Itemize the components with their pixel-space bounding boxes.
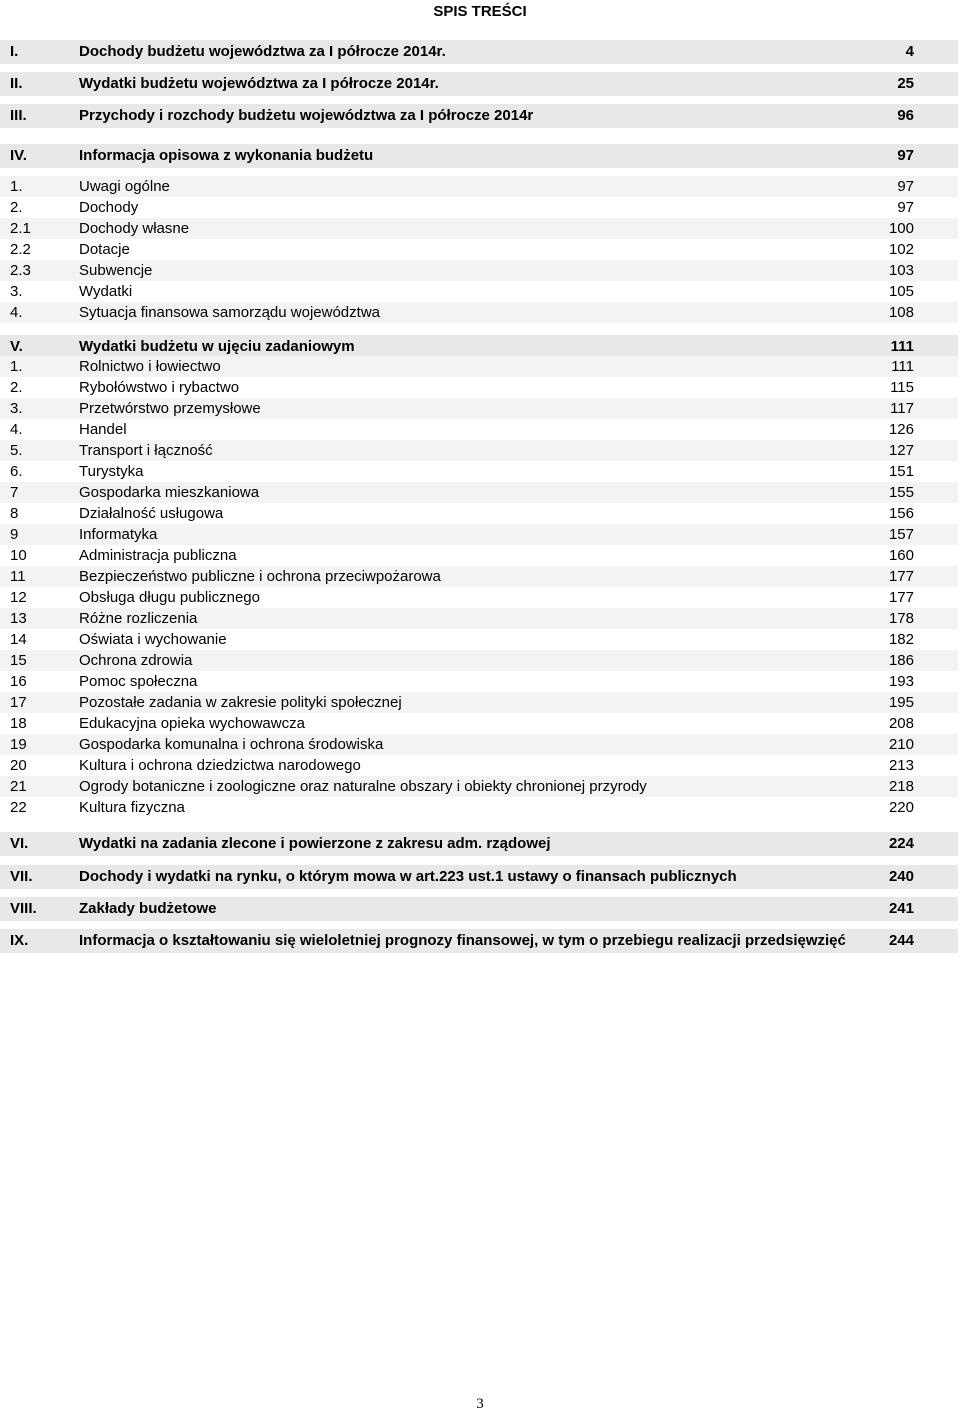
toc-section-row[interactable]: [0, 144, 958, 168]
toc-entry-page: 177: [888, 568, 914, 585]
toc-entry-label: Wydatki budżetu województwa za I półrocze 2014r.: [79, 75, 439, 92]
toc-entry-page: 210: [888, 736, 914, 753]
toc-entry-label: Administracja publiczna: [79, 547, 237, 564]
toc-item-row[interactable]: [0, 755, 958, 776]
toc-entry-number: 3.: [10, 283, 23, 300]
toc-item-row[interactable]: [0, 692, 958, 713]
toc-entry-page: 218: [888, 778, 914, 795]
toc-entry-number: 22: [10, 799, 27, 816]
toc-section-row[interactable]: [0, 929, 958, 953]
toc-entry-page: 157: [888, 526, 914, 543]
toc-entry-page: 213: [888, 757, 914, 774]
toc-entry-number: 12: [10, 589, 27, 606]
toc-entry-label: Oświata i wychowanie: [79, 631, 227, 648]
toc-entry-number: 9: [10, 526, 19, 543]
toc-entry-number: 2.2: [10, 241, 31, 258]
toc-entry-number: 2.3: [10, 262, 31, 279]
toc-entry-page: 155: [888, 484, 914, 501]
toc-entry-label: Bezpieczeństwo publiczne i ochrona przeciwpożarowa: [79, 568, 441, 585]
toc-entry-number: 21: [10, 778, 27, 795]
toc-entry-page: 193: [888, 673, 914, 690]
toc-entry-number: 3.: [10, 400, 23, 417]
toc-item-row[interactable]: [0, 650, 958, 671]
toc-entry-label: Zakłady budżetowe: [79, 900, 217, 917]
toc-item-row[interactable]: [0, 419, 958, 440]
toc-entry-number: 11: [10, 568, 26, 585]
toc-entry-page: 127: [888, 442, 914, 459]
toc-section-row[interactable]: [0, 40, 958, 64]
toc-entry-label: Dotacje: [79, 241, 130, 258]
toc-entry-label: Transport i łączność: [79, 442, 213, 459]
toc-item-row[interactable]: [0, 524, 958, 545]
toc-entry-label: Gospodarka mieszkaniowa: [79, 484, 260, 501]
toc-entry-page: 178: [888, 610, 914, 627]
toc-entry-label: Edukacyjna opieka wychowawcza: [79, 715, 305, 732]
toc-entry-number: 14: [10, 631, 27, 648]
toc-entry-number: 6.: [10, 463, 23, 480]
toc-item-row[interactable]: [0, 503, 958, 524]
toc-entry-label: Działalność usługowa: [79, 505, 224, 522]
toc-section-row[interactable]: [0, 104, 958, 128]
toc-item-row[interactable]: [0, 356, 958, 377]
page-number: 3: [476, 1396, 484, 1412]
toc-entry-label: Rolnictwo i łowiectwo: [79, 358, 221, 375]
toc-entry-number: I.: [10, 43, 19, 60]
toc-entry-page: 126: [888, 421, 914, 438]
toc-entry-number: 7: [10, 484, 19, 501]
toc-entry-page: 177: [888, 589, 914, 606]
toc-item-row[interactable]: [0, 461, 958, 482]
toc-entry-number: 2.1: [10, 220, 31, 237]
toc-entry-label: Informacja o kształtowaniu się wieloletniej prognozy finansowej, w tym o przebiegu realizacji przedsięwzięć: [79, 932, 846, 949]
toc-item-row[interactable]: [0, 377, 958, 398]
toc-item-row[interactable]: [0, 197, 958, 218]
toc-entry-label: Informatyka: [79, 526, 158, 543]
toc-item-row[interactable]: [0, 671, 958, 692]
toc-entry-page: 186: [888, 652, 914, 669]
toc-entry-page: 105: [888, 283, 914, 300]
toc-entry-page: 96: [897, 107, 914, 124]
toc-item-row[interactable]: [0, 398, 958, 419]
toc-entry-number: 8: [10, 505, 19, 522]
toc-entry-label: Kultura fizyczna: [79, 799, 185, 816]
toc-entry-label: Uwagi ogólne: [79, 178, 170, 195]
toc-entry-number: 5.: [10, 442, 23, 459]
toc-entry-label: Obsługa długu publicznego: [79, 589, 260, 606]
toc-entry-label: Sytuacja finansowa samorządu województwa: [79, 304, 380, 321]
toc-item-row[interactable]: [0, 239, 958, 260]
toc-entry-page: 100: [888, 220, 914, 237]
toc-item-row[interactable]: [0, 440, 958, 461]
toc-entry-page: 108: [888, 304, 914, 321]
toc-entry-number: II.: [10, 75, 23, 92]
toc-entry-label: Różne rozliczenia: [79, 610, 198, 627]
toc-entry-number: 1.: [10, 358, 23, 375]
toc-item-row[interactable]: [0, 629, 958, 650]
toc-entry-page: 97: [897, 178, 914, 195]
toc-entry-number: 4.: [10, 421, 23, 438]
toc-entry-page: 195: [888, 694, 914, 711]
toc-entry-page: 97: [897, 199, 914, 216]
toc-item-row[interactable]: [0, 608, 958, 629]
toc-entry-label: Ogrody botaniczne i zoologiczne oraz naturalne obszary i obiekty chronionej przyrody: [79, 778, 647, 795]
toc-entry-number: VIII.: [10, 900, 37, 917]
toc-section-row[interactable]: [0, 897, 958, 921]
toc-item-row[interactable]: [0, 713, 958, 734]
toc-entry-label: Handel: [79, 421, 127, 438]
toc-entry-label: Pozostałe zadania w zakresie polityki społecznej: [79, 694, 402, 711]
toc-entry-page: 117: [890, 400, 914, 417]
toc-entry-number: 2.: [10, 199, 23, 216]
toc-item-row[interactable]: [0, 302, 958, 323]
toc-section-row[interactable]: [0, 832, 958, 856]
toc-entry-page: 220: [888, 799, 914, 816]
toc-entry-number: 10: [10, 547, 27, 564]
toc-entry-label: Wydatki na zadania zlecone i powierzone z zakresu adm. rządowej: [79, 835, 551, 852]
toc-entry-label: Dochody: [79, 199, 139, 216]
toc-entry-page: 151: [888, 463, 914, 480]
toc-entry-label: Informacja opisowa z wykonania budżetu: [79, 147, 374, 164]
toc-entry-label: Subwencje: [79, 262, 153, 279]
toc-entry-page: 103: [888, 262, 914, 279]
toc-entry-label: Przychody i rozchody budżetu województwa za I półrocze 2014r: [79, 107, 534, 124]
toc-entry-page: 160: [888, 547, 914, 564]
toc-entry-page: 240: [888, 868, 914, 885]
toc-entry-page: 241: [888, 900, 914, 917]
toc-entry-page: 111: [890, 338, 914, 355]
toc-entry-label: Rybołówstwo i rybactwo: [79, 379, 240, 396]
toc-entry-label: Gospodarka komunalna i ochrona środowiska: [79, 736, 384, 753]
toc-item-row[interactable]: [0, 260, 958, 281]
toc-entry-number: 18: [10, 715, 27, 732]
toc-entry-page: 4: [905, 43, 914, 60]
toc-entry-label: Wydatki budżetu w ujęciu zadaniowym: [79, 338, 355, 355]
toc-entry-page: 224: [888, 835, 914, 852]
toc-entry-page: 208: [888, 715, 914, 732]
toc-entry-number: VI.: [10, 835, 29, 852]
toc-entry-number: 16: [10, 673, 27, 690]
toc-item-row[interactable]: [0, 797, 958, 818]
toc-entry-number: 15: [10, 652, 27, 669]
toc-item-row[interactable]: [0, 281, 958, 302]
toc-entry-page: 182: [888, 631, 914, 648]
toc-entry-page: 115: [890, 379, 914, 396]
toc-entry-number: VII.: [10, 868, 33, 885]
toc-entry-number: 17: [10, 694, 27, 711]
toc-entry-label: Pomoc społeczna: [79, 673, 198, 690]
toc-entry-page: 102: [888, 241, 914, 258]
toc-entry-number: III.: [10, 107, 27, 124]
toc-entry-label: Turystyka: [79, 463, 144, 480]
page-title: SPIS TREŚCI: [433, 3, 527, 20]
toc-section-row[interactable]: [0, 72, 958, 96]
toc-entry-number: IV.: [10, 147, 27, 164]
toc-entry-label: Wydatki: [79, 283, 133, 300]
toc-item-row[interactable]: [0, 734, 958, 755]
toc-entry-label: Dochody własne: [79, 220, 190, 237]
toc-entry-label: Dochody i wydatki na rynku, o którym mowa w art.223 ust.1 ustawy o finansach publicznych: [79, 868, 737, 885]
toc-entry-label: Kultura i ochrona dziedzictwa narodowego: [79, 757, 361, 774]
toc-entry-number: IX.: [10, 932, 29, 949]
toc-item-row[interactable]: [0, 587, 958, 608]
toc-entry-number: 20: [10, 757, 27, 774]
toc-entry-label: Dochody budżetu województwa za I półrocze 2014r.: [79, 43, 446, 60]
toc-entry-label: Przetwórstwo przemysłowe: [79, 400, 261, 417]
toc-entry-number: V.: [10, 338, 23, 355]
toc-item-row[interactable]: [0, 482, 958, 503]
toc-item-row[interactable]: [0, 566, 958, 587]
toc-entry-number: 2.: [10, 379, 23, 396]
toc-item-row[interactable]: [0, 776, 958, 797]
toc-item-row[interactable]: [0, 176, 958, 197]
toc-entry-number: 4.: [10, 304, 23, 321]
toc-section-row[interactable]: [0, 865, 958, 889]
toc-item-row[interactable]: [0, 545, 958, 566]
toc-entry-number: 19: [10, 736, 27, 753]
toc-entry-page: 244: [888, 932, 914, 949]
toc-entry-label: Ochrona zdrowia: [79, 652, 193, 669]
toc-entry-number: 13: [10, 610, 27, 627]
toc-entry-page: 97: [897, 147, 914, 164]
toc-entry-page: 25: [897, 75, 914, 92]
toc-entry-page: 111: [891, 358, 914, 375]
toc-item-row[interactable]: [0, 218, 958, 239]
toc-entry-number: 1.: [10, 178, 23, 195]
toc-entry-page: 156: [888, 505, 914, 522]
